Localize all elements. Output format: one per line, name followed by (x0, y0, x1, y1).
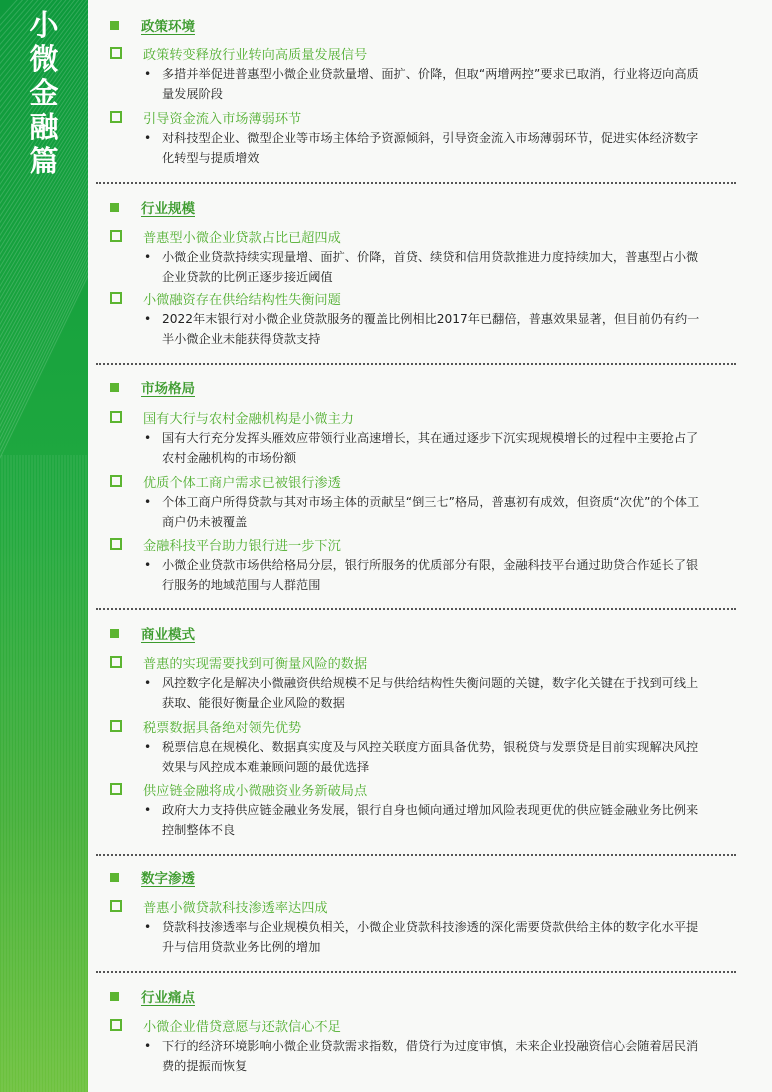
subsection-header (110, 406, 720, 428)
subsection-title: 普惠型小微企业贷款占比已超四成 (143, 230, 341, 246)
sidebar-title (0, 8, 88, 178)
hollow-square-icon (110, 475, 122, 487)
subsection-header (110, 895, 720, 917)
filled-square-icon (110, 873, 119, 882)
subsection-title: 小微企业借贷意愿与还款信心不足 (143, 1019, 341, 1035)
section-title: 行业痛点 (141, 990, 195, 1006)
subsection-title: 普惠的实现需要找到可衡量风险的数据 (143, 656, 368, 672)
section-divider (96, 363, 736, 365)
bullet-text: 贷款科技渗透率与企业规模负相关，小微企业贷款科技渗透的深化需要贷款供给主体的数字化水平提升与信用贷款业务比例的增加 (162, 920, 699, 954)
bullet-text: 小微企业贷款市场供给格局分层，银行所服务的优质部分有限，金融科技平台通过助贷合作延长了银行服务的地域范围与人群范围 (162, 558, 699, 592)
subsection-title: 引导资金流入市场薄弱环节 (143, 111, 302, 127)
section-title: 行业规模 (141, 201, 195, 217)
subsection (110, 651, 720, 713)
bullet-text: 2022年末银行对小微企业贷款服务的覆盖比例相比2017年已翻倍，普惠效果显著，但目前仍有约一半小微企业未能获得贷款支持 (162, 312, 700, 346)
subsection-header (110, 42, 720, 64)
bullet-dot-icon: • (144, 312, 152, 326)
subsection (110, 106, 720, 168)
section-divider (96, 608, 736, 610)
subsection-title: 税票数据具备绝对领先优势 (143, 720, 302, 736)
subsection-header (110, 470, 720, 492)
subsection (110, 225, 720, 287)
bullet-text: 税票信息在规模化、数据真实度及与风控关联度方面具备优势，银税贷与发票贷是目前实现解决风控效果与风控成本难兼顾问题的最优选择 (162, 740, 699, 774)
subsection (110, 470, 720, 532)
bullet-dot-icon: • (144, 920, 152, 934)
sidebar-title-char: 小 (29, 8, 59, 42)
section-divider (96, 971, 736, 973)
subsection (110, 42, 720, 104)
hollow-square-icon (110, 292, 122, 304)
hollow-square-icon (110, 538, 122, 550)
subsection (110, 778, 720, 840)
filled-square-icon (110, 629, 119, 638)
subsection-header (110, 778, 720, 800)
sidebar-title-char: 融 (29, 110, 59, 144)
bullet-text: 多措并举促进普惠型小微企业贷款量增、面扩、价降，但取“两增两控”要求已取消，行业将迈向高质量发展阶段 (162, 67, 699, 101)
bullet-item (144, 1036, 710, 1076)
subsection-header (110, 715, 720, 737)
sidebar-title-char: 微 (29, 42, 59, 76)
bullet-dot-icon: • (144, 495, 152, 509)
bullet-dot-icon: • (144, 676, 152, 690)
hollow-square-icon (110, 111, 122, 123)
bullet-dot-icon: • (144, 803, 152, 817)
section-header (110, 376, 195, 398)
subsection (110, 895, 720, 957)
section-title: 市场格局 (141, 381, 195, 397)
section-header (110, 14, 195, 36)
subsection-title: 国有大行与农村金融机构是小微主力 (143, 411, 354, 427)
bullet-text: 下行的经济环境影响小微企业贷款需求指数，借贷行为过度审慎，未来企业投融资信心会随着居民消费的提振而恢复 (162, 1039, 699, 1073)
bullet-item (144, 737, 710, 777)
subsection (110, 287, 720, 349)
bullet-dot-icon: • (144, 558, 152, 572)
hollow-square-icon (110, 411, 122, 423)
subsection-title: 普惠小微贷款科技渗透率达四成 (143, 900, 328, 916)
filled-square-icon (110, 21, 119, 30)
bullet-item (144, 247, 710, 287)
subsection-title: 小微融资存在供给结构性失衡问题 (143, 292, 341, 308)
sidebar-title-char: 篇 (29, 144, 59, 178)
hollow-square-icon (110, 47, 122, 59)
hollow-square-icon (110, 783, 122, 795)
bullet-item (144, 917, 710, 957)
bullet-dot-icon: • (144, 1039, 152, 1053)
section-header (110, 622, 195, 644)
section-title: 数字渗透 (141, 871, 195, 887)
content-area (96, 0, 736, 1092)
filled-square-icon (110, 203, 119, 212)
hollow-square-icon (110, 720, 122, 732)
subsection-title: 政策转变释放行业转向高质量发展信号 (143, 47, 368, 63)
bullet-dot-icon: • (144, 250, 152, 264)
subsection (110, 1014, 720, 1076)
bullet-text: 个体工商户所得贷款与其对市场主体的贡献呈“倒三七”格局，普惠初有成效，但资质“次优”的个体工商户仍未被覆盖 (162, 495, 700, 529)
section-title: 政策环境 (141, 19, 195, 35)
bullet-dot-icon: • (144, 431, 152, 445)
subsection (110, 715, 720, 777)
filled-square-icon (110, 383, 119, 392)
bullet-text: 国有大行充分发挥头雁效应带领行业高速增长，其在通过逐步下沉实现规模增长的过程中主要抢占了农村金融机构的市场份额 (162, 431, 699, 465)
bullet-dot-icon: • (144, 67, 152, 81)
bullet-dot-icon: • (144, 131, 152, 145)
subsection-title: 供应链金融将成小微融资业务新破局点 (143, 783, 368, 799)
subsection-header (110, 106, 720, 128)
section-header (110, 196, 195, 218)
bullet-item (144, 800, 710, 840)
subsection-title: 金融科技平台助力银行进一步下沉 (143, 538, 341, 554)
bullet-item (144, 555, 710, 595)
subsection-header (110, 287, 720, 309)
section-title: 商业模式 (141, 627, 195, 643)
bullet-text: 风控数字化是解决小微融资供给规模不足与供给结构性失衡问题的关键，数字化关键在于找到可线上获取、能很好衡量企业风险的数据 (162, 676, 699, 710)
bullet-item (144, 673, 710, 713)
hollow-square-icon (110, 656, 122, 668)
section-divider (96, 854, 736, 856)
bullet-item (144, 309, 710, 349)
subsection-header (110, 533, 720, 555)
filled-square-icon (110, 992, 119, 1001)
subsection-header (110, 1014, 720, 1036)
subsection (110, 533, 720, 595)
sidebar-title-char: 金 (29, 76, 59, 110)
subsection (110, 406, 720, 468)
subsection-header (110, 651, 720, 673)
subsection-header (110, 225, 720, 247)
subsection-title: 优质个体工商户需求已被银行渗透 (143, 475, 341, 491)
bullet-dot-icon: • (144, 740, 152, 754)
hollow-square-icon (110, 230, 122, 242)
bullet-text: 政府大力支持供应链金融业务发展，银行自身也倾向通过增加风险表现更优的供应链金融业务比例来控制整体不良 (162, 803, 699, 837)
section-header (110, 866, 195, 888)
bullet-item (144, 428, 710, 468)
bullet-item (144, 128, 710, 168)
sidebar-banner (0, 0, 88, 1092)
bullet-item (144, 492, 710, 532)
bullet-item (144, 64, 710, 104)
section-divider (96, 182, 736, 184)
hollow-square-icon (110, 1019, 122, 1031)
section-header (110, 985, 195, 1007)
bullet-text: 对科技型企业、微型企业等市场主体给予资源倾斜，引导资金流入市场薄弱环节，促进实体经济数字化转型与提质增效 (162, 131, 699, 165)
bullet-text: 小微企业贷款持续实现量增、面扩、价降，首贷、续贷和信用贷款推进力度持续加大，普惠型占小微企业贷款的比例正逐步接近阈值 (162, 250, 699, 284)
hollow-square-icon (110, 900, 122, 912)
